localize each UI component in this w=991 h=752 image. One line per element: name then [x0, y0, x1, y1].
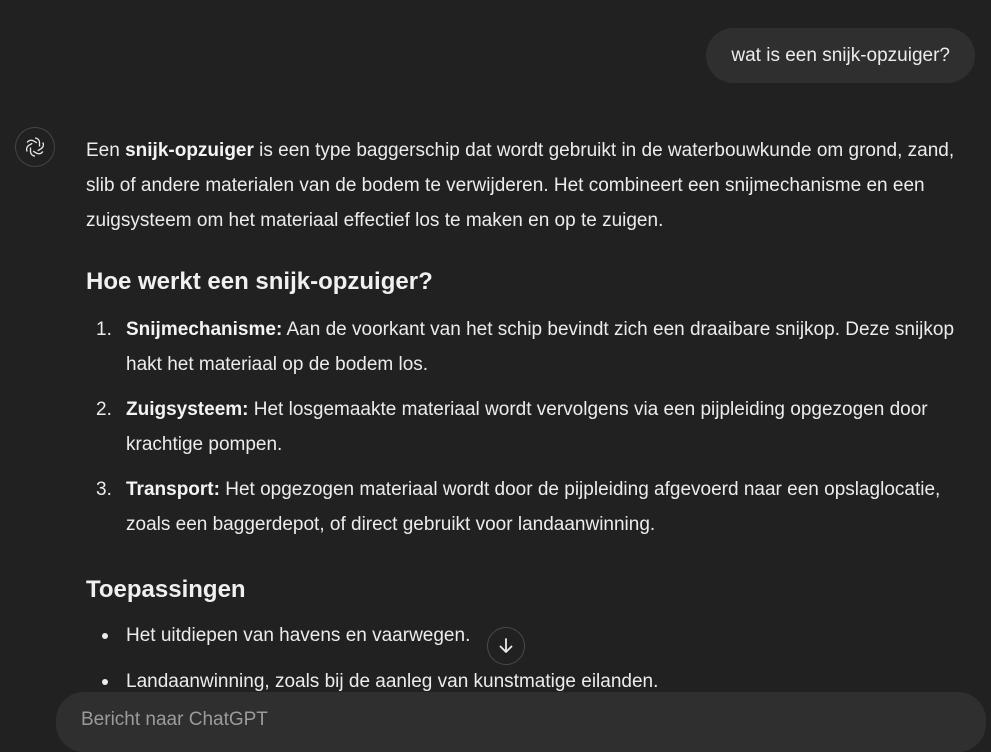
intro-text-post: is een type baggerschip dat wordt gebruikt in de waterbouwkunde om grond, zand, slib of andere materialen van de bodem te verwijderen. Het combineert een snijmechanisme en een zuigsysteem om het materiaal effectief los te maken en op te zuigen.: [86, 140, 955, 231]
application-text: Landaanwinning, zoals bij de aanleg van kunstmatige eilanden.: [126, 671, 659, 692]
step-number: 3.: [96, 479, 112, 500]
step-text: Aan de voorkant van het schip bevindt zich een draaibare snijkop. Deze snijkop hakt het materiaal op de bodem los.: [126, 319, 955, 375]
intro-paragraph: [86, 133, 976, 238]
step-title: Zuigsysteem:: [126, 399, 249, 420]
applications-heading: Toepassingen: [86, 576, 246, 603]
step-number: 2.: [96, 399, 112, 420]
step-text: Het opgezogen materiaal wordt door de pijpleiding afgevoerd naar een opslaglocatie, zoals een baggerdepot, of direct gebruikt voor landaanwinning.: [126, 479, 941, 535]
application-text: Het uitdiepen van havens en vaarwegen.: [126, 625, 471, 646]
assistant-response: [86, 133, 976, 710]
list-item: [86, 618, 976, 653]
steps-list: [86, 312, 976, 542]
arrow-down-icon: [497, 637, 515, 655]
assistant-avatar: [15, 127, 55, 167]
openai-logo-icon: [23, 135, 47, 159]
message-input[interactable]: [79, 708, 920, 732]
step-number: 1.: [96, 319, 112, 340]
user-message-text: wat is een snijk-opzuiger?: [731, 45, 950, 66]
intro-text-pre: Een: [86, 140, 126, 161]
list-item: [86, 392, 976, 462]
scroll-to-bottom-button[interactable]: [487, 627, 525, 665]
intro-term: snijk-opzuiger: [125, 140, 254, 161]
step-title: Snijmechanisme:: [126, 319, 283, 340]
how-heading: Hoe werkt een snijk-opzuiger?: [86, 268, 433, 295]
applications-list: [86, 618, 976, 699]
bullet-icon: [102, 633, 108, 639]
list-item: [86, 312, 976, 382]
step-title: Transport:: [126, 479, 220, 500]
message-composer: [56, 692, 986, 752]
step-text: Het losgemaakte materiaal wordt vervolgens via een pijpleiding opgezogen door krachtige pompen.: [126, 399, 928, 455]
user-message-bubble: [706, 28, 975, 83]
bullet-icon: [102, 679, 108, 685]
list-item: [86, 472, 976, 542]
